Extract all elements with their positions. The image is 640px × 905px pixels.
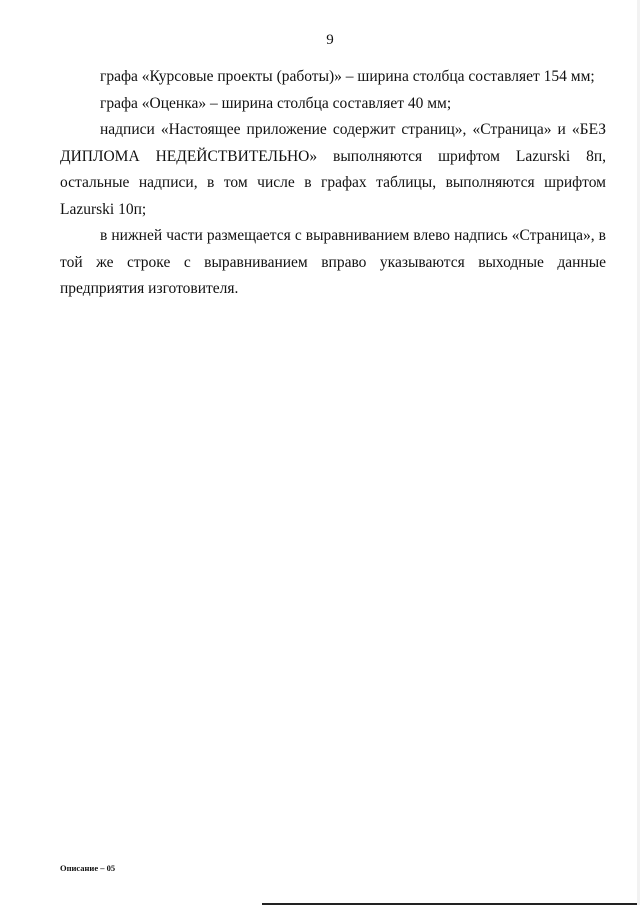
paragraph-course-projects: графа «Курсовые проекты (работы)» – ширина столбца составляет 154 мм; bbox=[100, 68, 595, 85]
paragraph-grade: графа «Оценка» – ширина столбца составляет 40 мм; bbox=[100, 94, 452, 112]
body-text bbox=[60, 64, 606, 303]
paragraph-inscriptions: надписи «Настоящее приложение содержит страниц», «Страница» и «БЕЗ ДИПЛОМА НЕДЕЙСТВИТЕЛЬНО» выполняются шрифтом Lazurski 8п, остальные надписи, в том числе в графах таблицы, выполняются шрифтом Lazurski 10п; bbox=[60, 121, 606, 218]
footer-label: Описание – 05 bbox=[60, 863, 116, 873]
page-number: 9 bbox=[326, 32, 334, 48]
paragraph-bottom-part: в нижней части размещается с выравниванием влево надпись «Страница», в той же строке с выравниванием вправо указываются выходные данные предприятия изготовителя. bbox=[60, 227, 606, 297]
